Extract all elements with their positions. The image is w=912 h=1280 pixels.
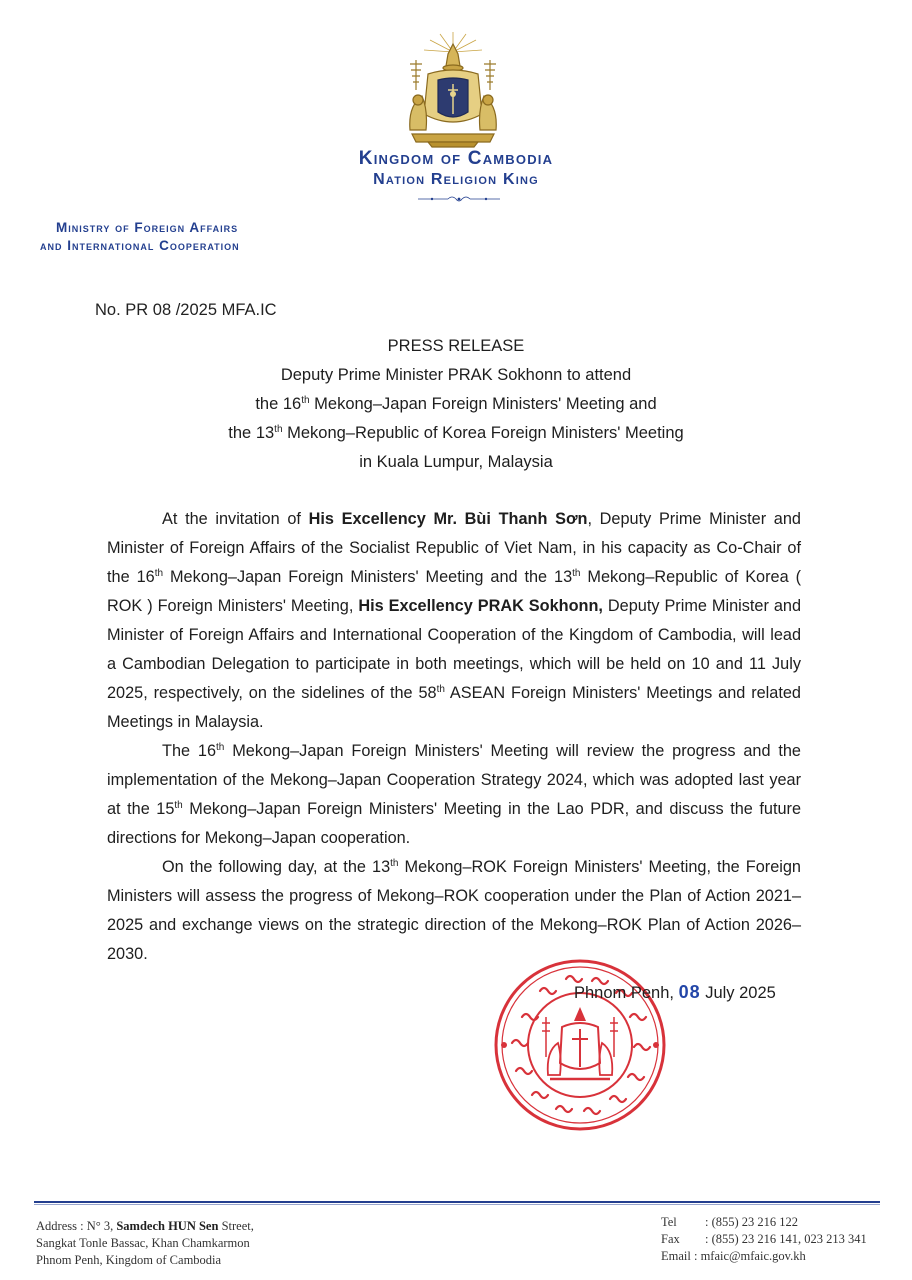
title-line-2: the 16th Mekong–Japan Foreign Ministers' Meeting and bbox=[255, 395, 657, 413]
heading: PRESS RELEASE bbox=[387, 337, 525, 355]
press-release-title bbox=[0, 332, 912, 477]
ministry-name bbox=[40, 219, 240, 255]
paragraph-3: On the following day, at the 13th Mekong–ROK Foreign Ministers' Meeting, the Foreign Ministers will assess the progress of Mekong–ROK cooperation under the Plan of Action 2021–2025 and exchange views on the strategic direction of the Mekong–ROK Plan of Action 2026–2030. bbox=[107, 858, 801, 963]
reference-number: No. PR 08 /2025 MFA.IC bbox=[95, 301, 277, 319]
fax-line: Fax : (855) 23 216 141, 023 213 341 bbox=[661, 1232, 867, 1246]
address-line-1: Address : N° 3, Samdech HUN Sen Street, bbox=[36, 1219, 254, 1233]
tel-line: Tel : (855) 23 216 122 bbox=[661, 1215, 799, 1229]
title-line-3: the 13th Mekong–Republic of Korea Foreign Ministers' Meeting bbox=[228, 424, 684, 442]
paragraph-2: The 16th Mekong–Japan Foreign Ministers' Meeting will review the progress and the implementation of the Mekong–Japan Cooperation Strategy 2024, which was adopted last year at the 15th Mekong–Japan Foreign Ministers' Meeting in the Lao PDR, and discuss the future directions for Mekong–Japan cooperation. bbox=[107, 742, 801, 847]
press-release-body bbox=[107, 505, 801, 969]
footer-address bbox=[36, 1218, 254, 1269]
title-line-1: Deputy Prime Minister PRAK Sokhonn to attend bbox=[280, 366, 632, 384]
national-motto: Nation Religion King bbox=[373, 171, 539, 188]
email-line: Email : mfaic@mfaic.gov.kh bbox=[661, 1249, 806, 1263]
handwritten-day: 08 bbox=[678, 982, 701, 1002]
ministry-line-1: Ministry of Foreign Affairs bbox=[56, 220, 239, 235]
decorative-divider bbox=[418, 194, 500, 204]
ministry-line-2: and International Cooperation bbox=[40, 238, 240, 253]
footer-contact bbox=[661, 1214, 867, 1265]
footer-rule-thin bbox=[34, 1204, 880, 1205]
address-line-2: Sangkat Tonle Bassac, Khan Chamkarmon bbox=[36, 1236, 250, 1250]
royal-crest-emblem bbox=[398, 30, 508, 148]
title-line-4: in Kuala Lumpur, Malaysia bbox=[359, 453, 553, 471]
paragraph-1: At the invitation of His Excellency Mr. Bùi Thanh Sơn, Deputy Prime Minister and Minister of Foreign Affairs of the Socialist Republic of Viet Nam, in his capacity as Co-Chair of the 16th Mekong–Japan Foreign Ministers' Meeting and the 13th Mekong–Republic of Korea ( ROK ) Foreign Ministers' Meeting, His Excellency PRAK Sokhonn, Deputy Prime Minister and Minister of Foreign Affairs and International Cooperation of the Kingdom of Cambodia, will lead a Cambodian Delegation to participate in both meetings, which will be held on 10 and 11 July 2025, respectively, on the sidelines of the 58th ASEAN Foreign Ministers' Meetings and related Meetings in Malaysia. bbox=[107, 510, 801, 731]
kingdom-title: Kingdom of Cambodia bbox=[358, 148, 554, 169]
address-line-3: Phnom Penh, Kingdom of Cambodia bbox=[36, 1253, 222, 1267]
footer-rule bbox=[34, 1201, 880, 1203]
date-line: Phnom Penh, 08 July 2025 bbox=[574, 982, 776, 1002]
